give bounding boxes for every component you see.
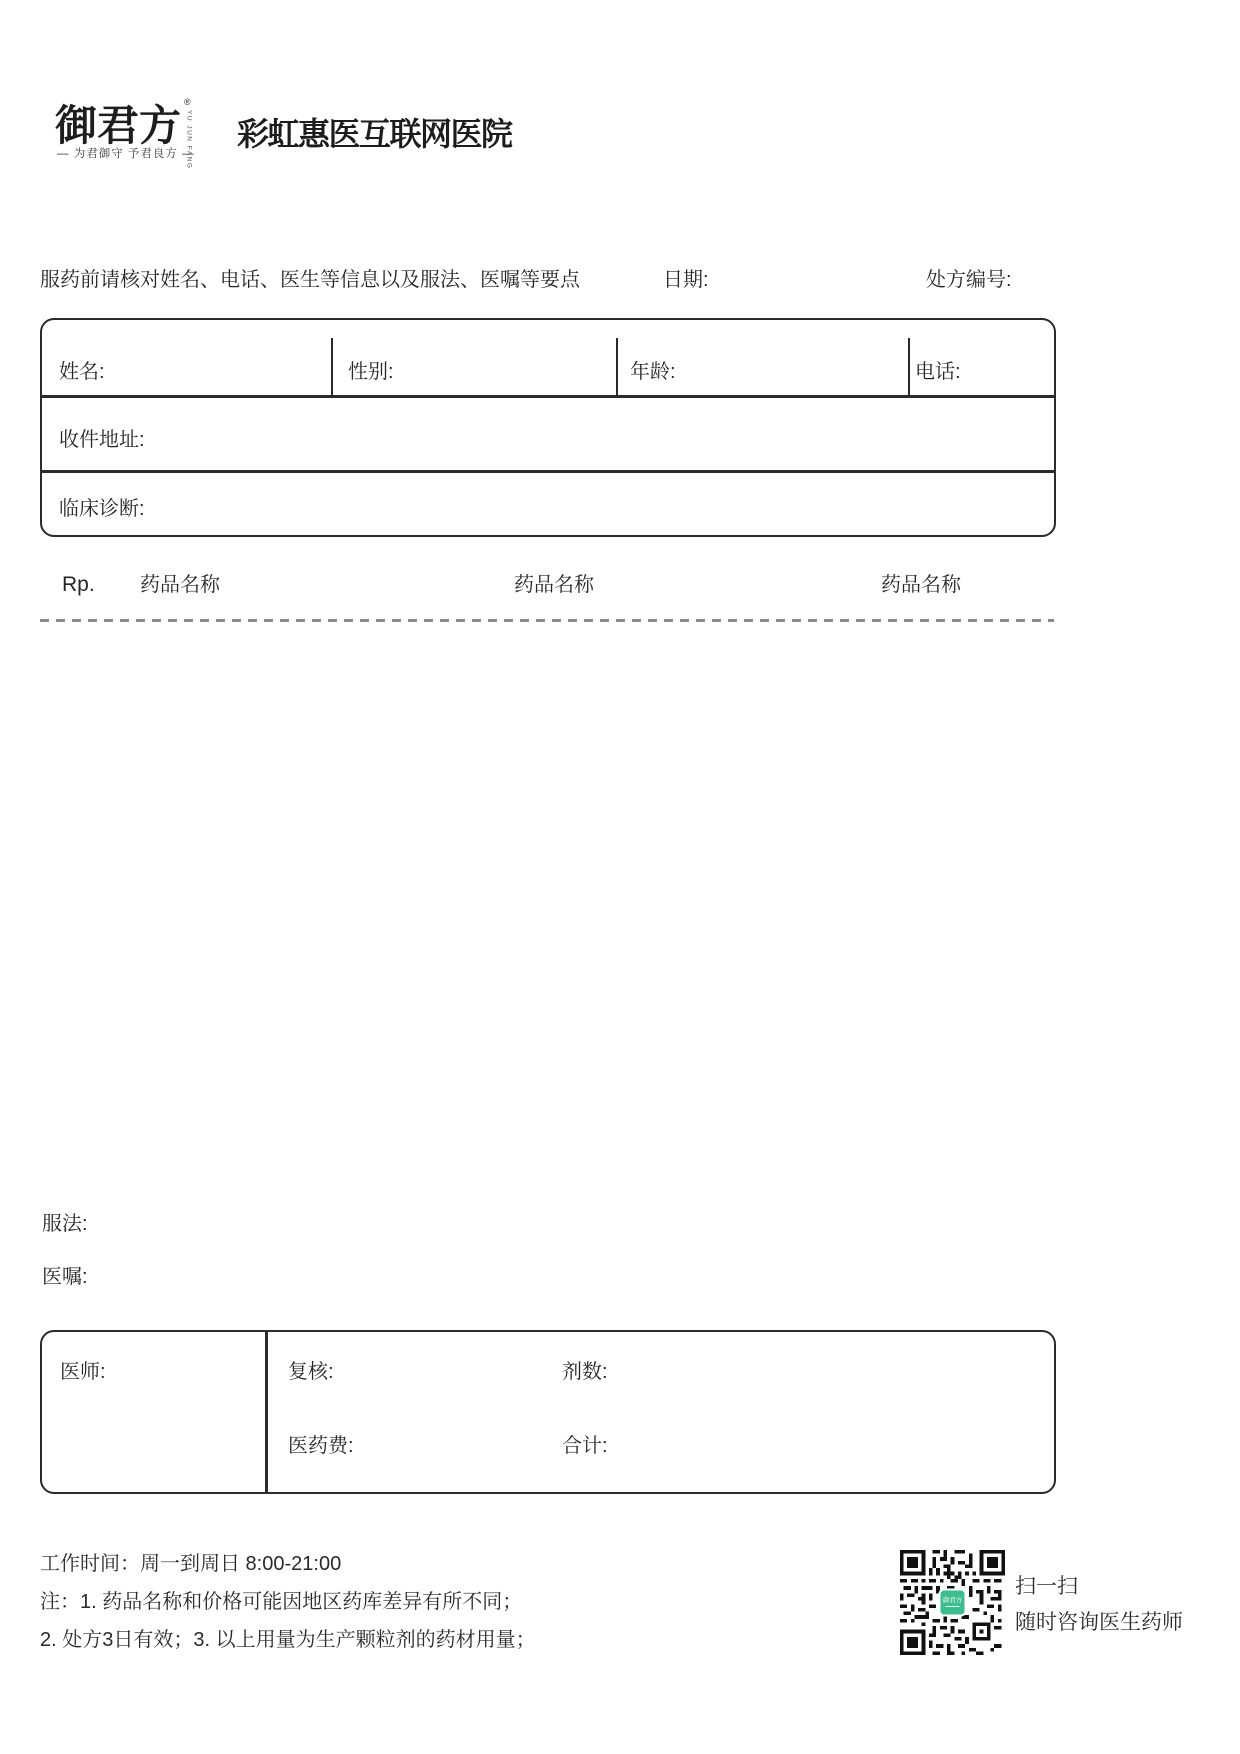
work-hours: 工作时间：周一到周日 8:00-21:00 <box>40 1553 342 1575</box>
footer-note-1: 注：1. 药品名称和价格可能因地区药库差异有所不同； <box>40 1591 523 1613</box>
brand-logo-text: 御君方 <box>55 101 182 150</box>
field-separator <box>908 338 910 395</box>
review-label: 复核: <box>288 1361 334 1383</box>
drug-name-column-3: 药品名称 <box>881 574 961 596</box>
dashed-divider <box>40 619 1054 622</box>
doctor-advice-label: 医嘱: <box>42 1266 88 1288</box>
signoff-separator <box>265 1332 268 1492</box>
signoff-box <box>40 1330 1056 1494</box>
total-label: 合计: <box>562 1435 608 1457</box>
patient-age-label: 年龄: <box>630 361 676 383</box>
qr-code <box>900 1550 1005 1655</box>
drug-name-column-2: 药品名称 <box>514 574 594 596</box>
clinical-diagnosis-label: 临床诊断: <box>59 498 145 520</box>
footer-note-2: 2. 处方3日有效；3. 以上用量为生产颗粒剂的药材用量； <box>40 1629 536 1651</box>
patient-name-label: 姓名: <box>59 361 105 383</box>
patient-info-box <box>40 318 1056 537</box>
qr-logo-badge <box>939 1589 965 1615</box>
qr-logo-text: 御君方 <box>942 1597 963 1605</box>
trademark-symbol: ® <box>184 97 191 107</box>
scan-subtitle: 随时咨询医生药师 <box>1015 1611 1183 1634</box>
field-separator <box>331 338 333 395</box>
doses-label: 剂数: <box>562 1361 608 1383</box>
date-label: 日期: <box>663 269 709 291</box>
doctor-label: 医师: <box>60 1361 106 1383</box>
usage-method-label: 服法: <box>42 1213 88 1235</box>
patient-gender-label: 性别: <box>348 361 394 383</box>
drug-name-column-1: 药品名称 <box>140 574 220 596</box>
patient-phone-label: 电话: <box>915 361 961 383</box>
medicine-fee-label: 医药费: <box>288 1435 354 1457</box>
pre-use-notice: 服药前请核对姓名、电话、医生等信息以及服法、医嘱等要点 <box>40 269 580 291</box>
row-divider <box>41 395 1055 398</box>
scan-title: 扫一扫 <box>1015 1575 1078 1598</box>
hospital-name: 彩虹惠医互联网医院 <box>237 116 512 152</box>
brand-pinyin-vertical: YU JUN FANG <box>185 110 193 170</box>
rp-label: Rp. <box>62 573 95 596</box>
field-separator <box>616 338 618 395</box>
brand-tagline: — 为君御守 予君良方 — <box>57 148 195 160</box>
row-divider <box>41 470 1055 473</box>
rx-number-label: 处方编号: <box>926 269 1012 291</box>
shipping-address-label: 收件地址: <box>59 429 145 451</box>
